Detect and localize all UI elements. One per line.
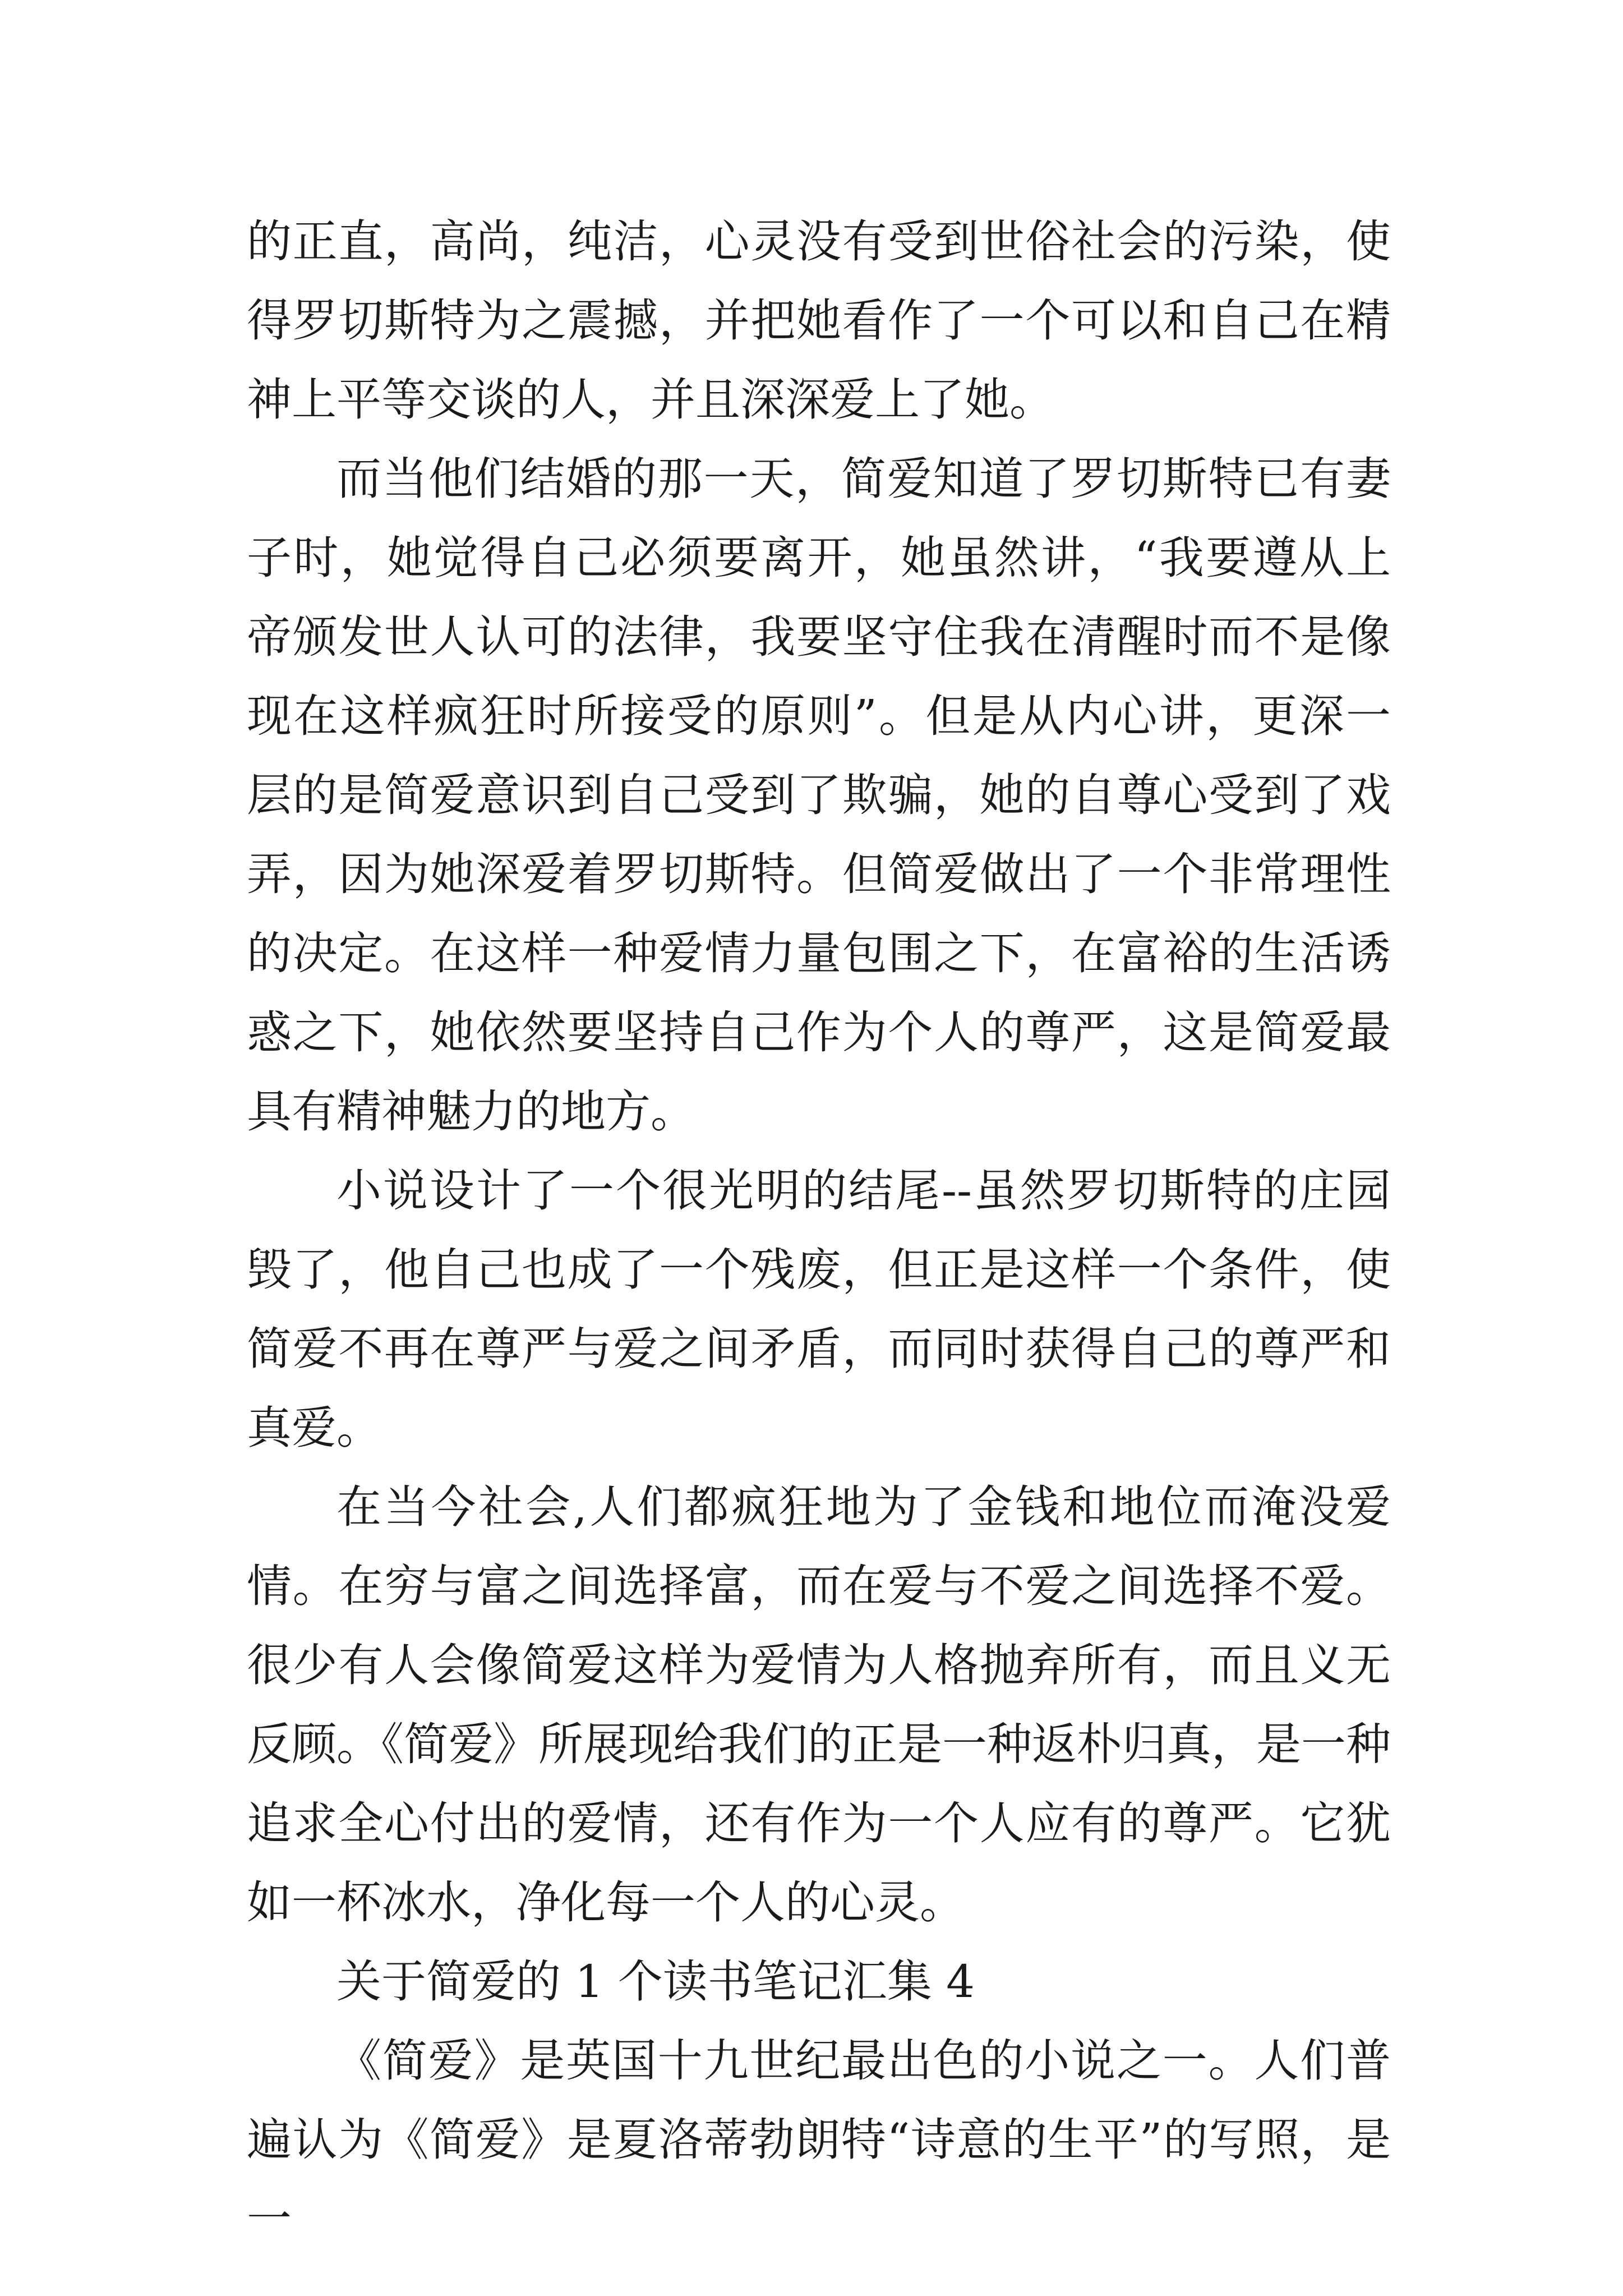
paragraph-ending: 小说设计了一个很光明的结尾--虽然罗切斯特的庄园毁了，他自己也成了一个残废，但正是这样一个条件，使简爱不再在尊严与爱之间矛盾，而同时获得自己的尊严和真爱。 [247, 1165, 1391, 1454]
paragraph-marriage-day: 而当他们结婚的那一天，简爱知道了罗切斯特已有妻子时，她觉得自己必须要离开，她虽然讲，“我要遵从上帝颁发世人认可的法律，我要坚守住我在清醒时而不是像现在这样疯狂时所接受的原则”。但是从内心讲，更深一层的是简爱意识到自己受到了欺骗，她的自尊心受到了戏弄，因为她深爱着罗切斯特。但简爱做出了一个非常理性的决定。在这样一种爱情力量包围之下，在富裕的生活诱惑之下，她依然要坚持自己作为个人的尊严，这是简爱最具有精神魅力的地方。 [247, 453, 1391, 1138]
section-heading: 关于简爱的 1 个读书笔记汇集 4 [336, 1955, 975, 2008]
paragraph-modern-society: 在当今社会,人们都疯狂地为了金钱和地位而淹没爱情。在穷与富之间选择富，而在爱与不爱之间选择不爱。很少有人会像简爱这样为爱情为人格抛弃所有，而且义无反顾。《简爱》所展现给我们的正是一种返朴归真，是一种追求全心付出的爱情，还有作为一个人应有的尊严。它犹如一杯冰水，净化每一个人的心灵。 [247, 1481, 1391, 1929]
paragraph-novel-intro: 《简爱》是英国十九世纪最出色的小说之一。人们普遍认为《简爱》是夏洛蒂勃朗特“诗意的生平”的写照，是一 [247, 2035, 1391, 2245]
body-text [247, 202, 1391, 2258]
paragraph-continuation: 的正直，高尚，纯洁，心灵没有受到世俗社会的污染，使得罗切斯特为之震撼，并把她看作了一个可以和自己在精神上平等交谈的人，并且深深爱上了她。 [247, 215, 1391, 426]
